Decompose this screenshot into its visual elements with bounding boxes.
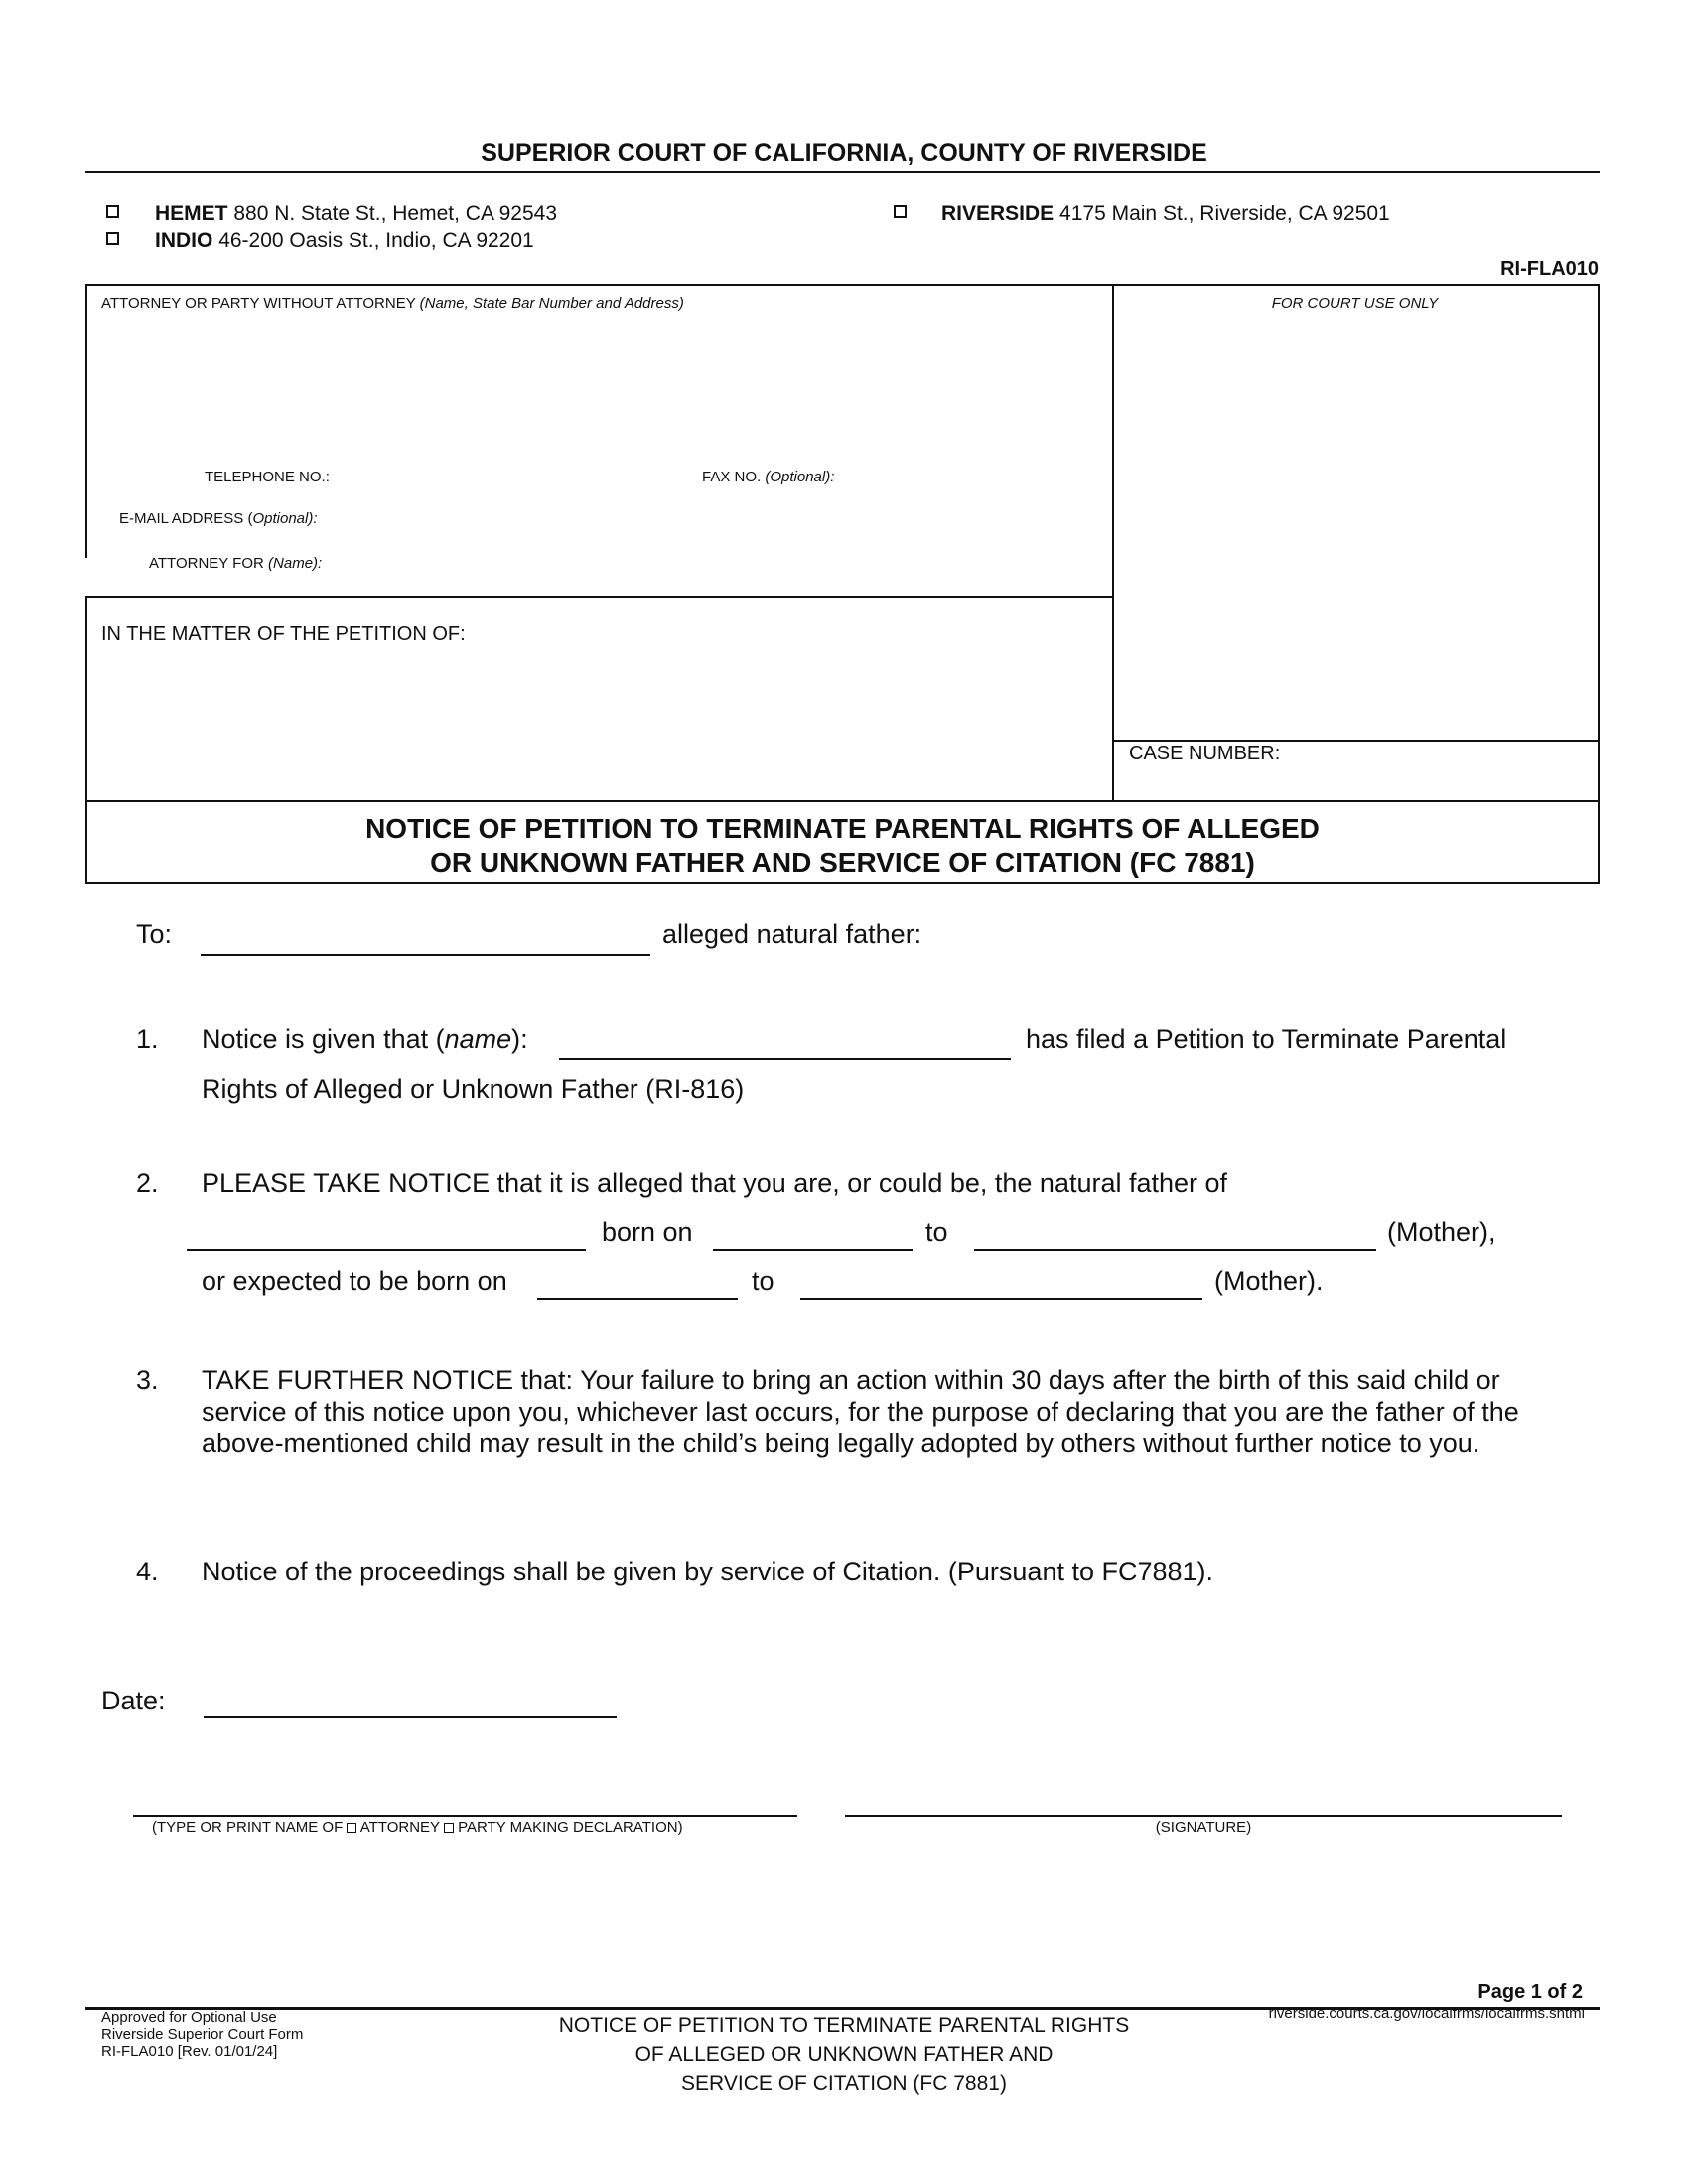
case-number-label: CASE NUMBER: <box>1129 743 1281 764</box>
item1-name-word: name <box>444 1024 512 1054</box>
to-label-1: to <box>925 1217 948 1247</box>
riverside-checkbox[interactable] <box>894 205 907 218</box>
date-line[interactable] <box>204 1716 617 1718</box>
to-label-2: to <box>752 1266 774 1296</box>
attorney-label <box>101 295 684 312</box>
petitioner-name-line[interactable] <box>559 1058 1011 1060</box>
item1-number: 1. <box>136 1024 159 1054</box>
telephone-label: TELEPHONE NO.: <box>205 469 330 485</box>
sig-left-1: (TYPE OR PRINT NAME OF <box>152 1819 344 1836</box>
fax-label-text: FAX NO. <box>702 469 762 485</box>
expected-label: or expected to be born on <box>202 1266 507 1296</box>
item1-pre: Notice is given that ( <box>202 1024 445 1054</box>
alleged-father-label: alleged natural father: <box>662 919 922 949</box>
approved-line1: Approved for Optional Use <box>101 2009 277 2026</box>
mother-name-line-1[interactable] <box>974 1249 1376 1251</box>
riverside-location <box>941 203 1390 226</box>
birth-date-line[interactable] <box>713 1249 913 1251</box>
item2-number: 2. <box>136 1168 159 1198</box>
attorney-label-note: (Name, State Bar Number and Address) <box>419 295 684 312</box>
box-title-bottom <box>85 882 1600 884</box>
item3-text: TAKE FURTHER NOTICE that: Your failure to bring an action within 30 days after the birth of this said child or service of this notice upon you, whichever last occurs, for the purpose of declaring that you are the father of the above-mentioned child may result in the child’s being legally adopted by others without further notice to you. <box>202 1365 1519 1458</box>
box-attorney-bottom <box>85 596 1114 598</box>
fax-label <box>702 469 834 485</box>
footer-title-line3: SERVICE OF CITATION (FC 7881) <box>681 2072 1007 2095</box>
item3-number: 3. <box>136 1365 159 1395</box>
item1-line2: Rights of Alleged or Unknown Father (RI-816) <box>202 1074 745 1104</box>
attorney-for-text: ATTORNEY FOR <box>149 555 264 572</box>
court-title: SUPERIOR COURT OF CALIFORNIA, COUNTY OF RIVERSIDE <box>481 139 1207 167</box>
email-label-text: E-MAIL ADDRESS ( <box>119 510 253 527</box>
sig-left-2: ATTORNEY <box>359 1819 440 1836</box>
footer-title-line1: NOTICE OF PETITION TO TERMINATE PARENTAL RIGHTS <box>558 2014 1130 2037</box>
footer-url[interactable]: riverside.courts.ca.gov/localfrms/localfrms.shtml <box>1268 2005 1585 2022</box>
item1-text <box>202 1024 528 1055</box>
signature-line[interactable] <box>845 1815 1562 1817</box>
attorney-for-note: (Name): <box>268 555 323 572</box>
to-label: To: <box>136 919 173 949</box>
item4-text: Notice of the proceedings shall be given by service of Citation. (Pursuant to FC7881). <box>202 1557 1214 1586</box>
header-rule <box>85 171 1600 173</box>
box-top <box>85 284 1600 286</box>
mother-name-line-2[interactable] <box>800 1298 1202 1300</box>
party-checkbox[interactable] <box>444 1823 454 1833</box>
box-left-upper <box>85 284 87 558</box>
email-label-note: Optional): <box>252 510 318 527</box>
attorney-checkbox[interactable] <box>347 1823 356 1833</box>
item1-after: has filed a Petition to Terminate Parental <box>1026 1024 1507 1054</box>
email-label <box>119 510 318 527</box>
item4-number: 4. <box>136 1557 159 1586</box>
footer-title <box>437 2011 1251 2098</box>
to-name-line[interactable] <box>201 954 650 956</box>
approved-line2: Riverside Superior Court Form <box>101 2026 304 2043</box>
box-middle-divider <box>1112 284 1114 802</box>
court-use-label: FOR COURT USE ONLY <box>1271 295 1439 312</box>
item1-post: ): <box>511 1024 528 1054</box>
hemet-checkbox[interactable] <box>106 205 119 218</box>
approved-block <box>101 2009 303 2060</box>
footer-title-line2: OF ALLEGED OR UNKNOWN FATHER AND <box>634 2043 1054 2066</box>
box-court-use-bottom <box>1112 740 1600 742</box>
form-title <box>85 812 1600 880</box>
approved-line3: RI-FLA010 [Rev. 01/01/24] <box>101 2043 278 2060</box>
signature-caption: (SIGNATURE) <box>1155 1819 1252 1836</box>
mother-label-1: (Mother), <box>1387 1217 1496 1247</box>
attorney-label-text: ATTORNEY OR PARTY WITHOUT ATTORNEY <box>101 295 416 312</box>
printed-name-caption <box>152 1819 683 1836</box>
riverside-address: 4175 Main St., Riverside, CA 92501 <box>1059 203 1390 225</box>
indio-name: INDIO <box>155 229 213 252</box>
form-id: RI-FLA010 <box>1500 258 1599 280</box>
attorney-for-label <box>149 555 322 572</box>
sig-left-3: PARTY MAKING DECLARATION) <box>458 1819 683 1836</box>
riverside-name: RIVERSIDE <box>941 203 1055 225</box>
box-title-top <box>85 800 1600 802</box>
date-label: Date: <box>101 1686 166 1715</box>
page-number: Page 1 of 2 <box>1477 1981 1583 2003</box>
item2-line1: PLEASE TAKE NOTICE that it is alleged that you are, or could be, the natural father of <box>202 1168 1228 1198</box>
matter-label: IN THE MATTER OF THE PETITION OF: <box>101 623 466 645</box>
born-on-label: born on <box>602 1217 693 1247</box>
hemet-address: 880 N. State St., Hemet, CA 92543 <box>233 203 558 225</box>
indio-location <box>155 229 534 253</box>
form-title-line2: OR UNKNOWN FATHER AND SERVICE OF CITATION (FC 7881) <box>430 847 1255 878</box>
expected-date-line[interactable] <box>537 1298 738 1300</box>
mother-label-2: (Mother). <box>1214 1266 1324 1296</box>
printed-name-line[interactable] <box>133 1815 797 1817</box>
child-name-line[interactable] <box>187 1249 586 1251</box>
hemet-location <box>155 203 557 226</box>
box-right <box>1598 284 1600 884</box>
indio-checkbox[interactable] <box>106 232 119 245</box>
indio-address: 46-200 Oasis St., Indio, CA 92201 <box>218 229 534 252</box>
fax-label-note: (Optional): <box>765 469 835 485</box>
form-title-line1: NOTICE OF PETITION TO TERMINATE PARENTAL RIGHTS OF ALLEGED <box>365 813 1320 844</box>
hemet-name: HEMET <box>155 203 228 225</box>
